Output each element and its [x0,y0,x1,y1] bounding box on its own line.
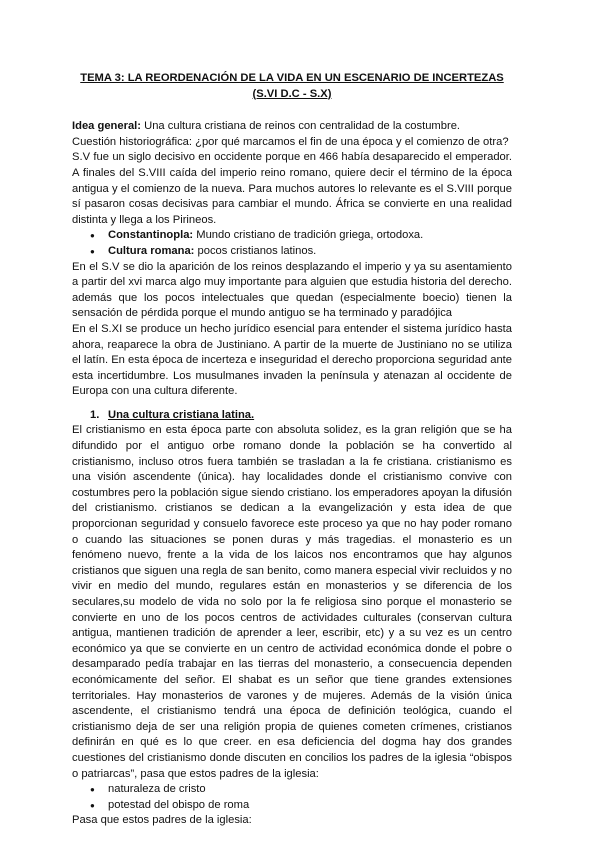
bullet-text: pocos cristianos latinos. [194,244,317,257]
list-item: ● potestad del obispo de roma [108,798,512,814]
bullet-label: Constantinopla: [108,229,194,242]
intro-paragraph: S.V fue un siglo decisivo en occidente porque en 466 había desaparecido el emperador. A finales del S.VIII caída del imperio reino romano, quiere decir el término de la época antigua y el comienzo de la nueva. Para muchos autores lo relevante es el S.VIII porque sí pasaron cosas decisivas para cambiar el mundo. África se convierte en una realidad distinta y llega a los Pirineos. [72,151,512,226]
idea-general-text: Una cultura cristiana de reinos con centralidad de la costumbre. [141,120,461,133]
paragraph-reinos: En el S.V se dio la aparición de los reinos desplazando el imperio y ya su asentamiento a partir del xvi marca algo muy importante para alguien que estudia historia del derecho. además que los pocos intelectuales que quedan (especialmente boecio) tienen la sensación de pérdida porque el mundo antiguo se ha terminado y paradójica [72,260,512,320]
closing-line: Pasa que estos padres de la iglesia: [72,814,252,827]
section-heading [72,408,512,424]
paragraph-justiniano: En el S.XI se produce un hecho jurídico esencial para entender el sistema jurídico hasta ahora, reaparece la obra de Justiniano. A partir de la muerte de Justiniano no se utiliza el latín. En esta época de incerteza e inseguridad el derecho proporciona seguridad ante esta incertidumbre. Los musulmanes invaden la península y atenazan al occidente de Europa con una cultura diferente. [72,322,512,398]
list-item [108,228,512,244]
bullet-label: Cultura romana: [108,244,195,257]
section-title: Una cultura cristiana latina. [108,408,255,421]
bullet-list-civilizations [72,228,512,259]
cuestion-historiografica: Cuestión historiográfica: ¿por qué marcamos el fin de una época y el comienzo de otra? [72,135,509,148]
paragraph-cristianismo: El cristianismo en esta época parte con absoluta solidez, es la gran religión que se ha difundido por el antiguo orbe romano donde la población se ha convertido al cristianismo, incluso otros fuera también se trasladan a la fe cristiana. cristianismo es una visión ascendente (única). hay localidades donde el cristianismo convive con costumbres pero la población sigue siendo cristiano. los emperadores apoyan la difusión del cristianismo. cristianos se dedican a la evangelización y esta idea de que proporcionan seguridad y consuelo favorece este proceso ya que no hay poder romano o cuando las situaciones se ponen duras y más tragedias. el monasterio es un fenómeno nuevo, frente a la vida de los laicos nos encontramos que hay algunos cristianos que siguen una regla de san benito, como manera especial vivir recluidos y no vivir en medio del mundo, regulares están en monasterios y se diferencia de los seculares,su modelo de vida no solo por la fe religiosa sino porque el monasterio se convierte en uno de los pocos centros de actividades culturales (conservan cultura antigua, mantienen tradición de aprender a leer, escribir, etc) y a su vez es un centro económico ya que se convierte en un centro de actividad económica donde el pobre o desamparado pedía trabajar en las tierras del monasterio, a consecuencia dependen económicamente del señor. El shabat es un señor que tiene grandes extensiones territoriales. Hay monasterios de varones y de mujeres. Además de la visión única ascendente, el cristianismo tendrá una época de definición teológica, cuando el cristianismo deja de ser una religión propia de quienes cometen crímenes, cristianos definirán en qué es lo que creer. en esa deficiencia del dogma hay dos grandes cuestiones del cristianismo donde discuten en concilios los padres de la iglesia “obispos o patriarcas”, pasa que estos padres de la iglesia: [72,424,512,780]
list-item: ● naturaleza de cristo [108,782,512,798]
bullet-text: Mundo cristiano de tradición griega, ortodoxa. [193,229,424,242]
bullet-list-cuestiones [72,782,512,813]
section-number: 1. [90,408,100,421]
idea-general-label: Idea general: [72,120,142,133]
document-title: TEMA 3: LA REORDENACIÓN DE LA VIDA EN UN ESCENARIO DE INCERTEZAS (S.VI D.C - S.X) [80,72,504,100]
idea-general [72,119,512,135]
list-item [108,244,512,260]
